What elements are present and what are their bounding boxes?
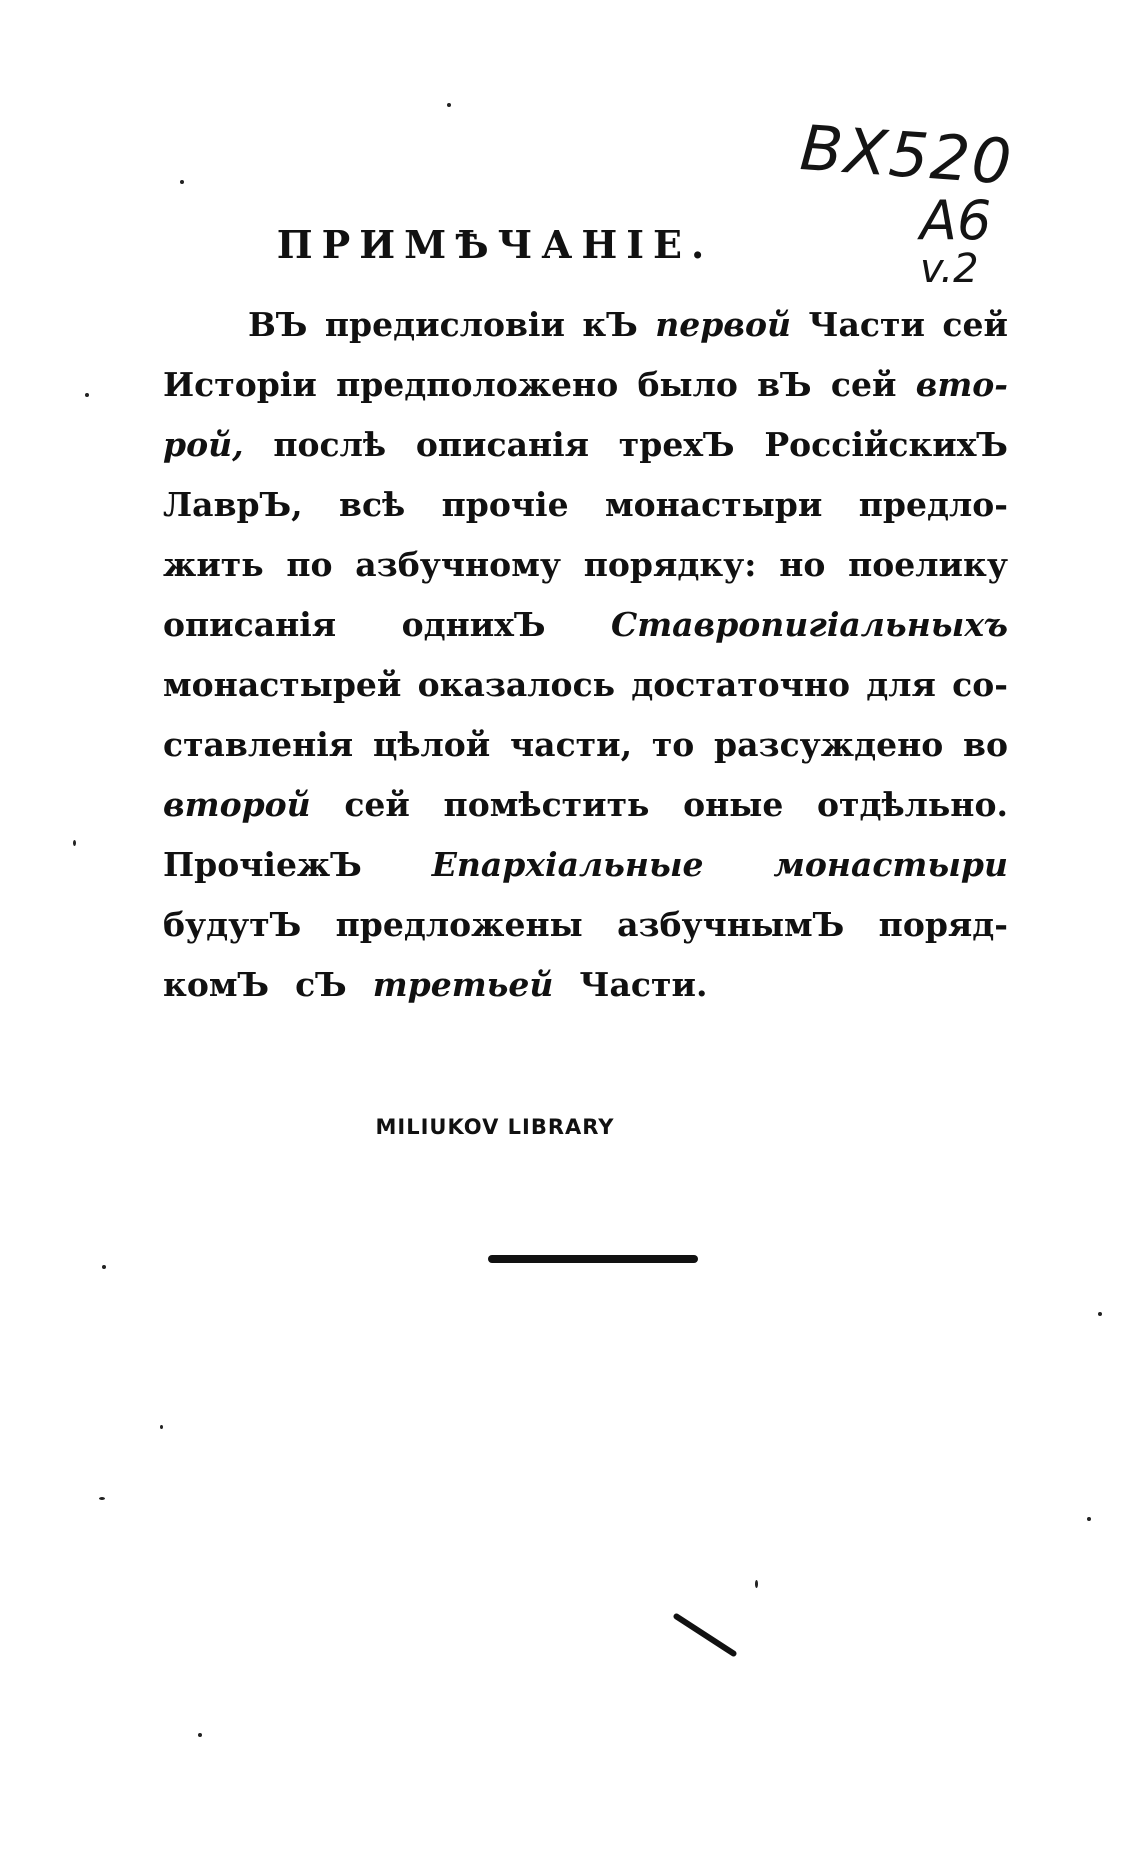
text-word: описанія [163, 605, 337, 644]
text-word: поелику [848, 545, 1008, 584]
text-word: поряд- [878, 905, 1008, 944]
call-number-line-2: A6 [920, 189, 992, 252]
text-line [163, 785, 1008, 845]
text-word: вЪ [757, 365, 812, 404]
text-word: Епархіальные [431, 845, 704, 884]
text-line [163, 365, 1008, 425]
text-word: ПрочіежЪ [163, 845, 362, 884]
text-word: азбучнымЪ [617, 905, 845, 944]
scan-speck [102, 1265, 106, 1269]
text-word: монастыри [773, 845, 1008, 884]
page-title: ПРИМѢЧАНІЕ. [276, 222, 714, 267]
text-word: сЪ [295, 965, 347, 1004]
text-word: Ставропигіальныхъ [610, 605, 1008, 644]
scan-speck [99, 1497, 105, 1500]
text-word: предисловіи [324, 305, 565, 344]
text-word: со- [952, 665, 1008, 704]
text-word: рой, [163, 425, 244, 464]
text-word: цѣлой [372, 725, 491, 764]
text-word: послѣ [273, 425, 387, 464]
text-word: разсуждено [714, 725, 944, 764]
text-word: третьей [372, 965, 554, 1004]
text-word: Части. [579, 965, 708, 1004]
text-word: всѣ [339, 485, 406, 524]
text-word: Исторіи [163, 365, 317, 404]
text-word: Части [808, 305, 925, 344]
text-word: жить [163, 545, 264, 584]
text-line [163, 485, 1008, 545]
scan-stroke-mark [672, 1612, 737, 1657]
text-word: монастыри [604, 485, 823, 524]
text-word: предло- [858, 485, 1008, 524]
text-word: азбучному [355, 545, 561, 584]
text-word: кЪ [582, 305, 638, 344]
text-line [163, 425, 1008, 485]
text-line [163, 545, 1008, 605]
text-word: ставленія [163, 725, 354, 764]
text-word: порядку: [583, 545, 757, 584]
text-word: предположено [336, 365, 619, 404]
text-word: помѣстить [443, 785, 650, 824]
text-line [163, 905, 1008, 965]
scan-speck [180, 180, 184, 184]
text-word: по [286, 545, 333, 584]
call-number-line-3: v.2 [920, 246, 979, 292]
text-word: сей [830, 365, 897, 404]
text-line [163, 725, 1008, 785]
scan-speck [85, 393, 89, 397]
text-word: монастырей [163, 665, 402, 704]
text-word: сей [344, 785, 410, 824]
text-word: сей [942, 305, 1008, 344]
text-word: отдѣльно. [816, 785, 1008, 824]
text-word: описанія [415, 425, 590, 464]
scan-speck [73, 840, 76, 846]
scan-speck [1087, 1517, 1091, 1521]
text-word: достаточно [631, 665, 851, 704]
scan-speck [1098, 1312, 1102, 1316]
text-word: но [779, 545, 826, 584]
text-line [163, 845, 1008, 905]
text-word: трехЪ [618, 425, 735, 464]
library-stamp: MILIUKOV LIBRARY [375, 1115, 615, 1139]
text-word: вто- [915, 365, 1008, 404]
text-word: оказалось [417, 665, 616, 704]
text-word: первой [655, 305, 791, 344]
text-word: однихЪ [401, 605, 546, 644]
text-word: комЪ [163, 965, 270, 1004]
scan-speck [198, 1733, 202, 1737]
text-line [163, 965, 1008, 1025]
text-word: части, [510, 725, 633, 764]
text-word: ВЪ [248, 305, 308, 344]
text-word: для [866, 665, 936, 704]
scan-speck [447, 103, 451, 107]
text-word: будутЪ [163, 905, 302, 944]
text-line [163, 665, 1008, 725]
note-body-text [163, 305, 1008, 1025]
text-word: было [637, 365, 738, 404]
text-word: второй [163, 785, 311, 824]
text-word: оные [683, 785, 784, 824]
scan-speck [755, 1580, 758, 1588]
call-number-line-1: BX520 [797, 111, 1016, 199]
scan-speck [160, 1425, 163, 1429]
text-word: во [963, 725, 1008, 764]
text-line [163, 305, 1008, 365]
decorative-rule [488, 1255, 698, 1263]
text-line [163, 605, 1008, 665]
text-word: прочіе [441, 485, 569, 524]
text-word: РоссійскихЪ [764, 425, 1008, 464]
text-word: ЛаврЪ, [163, 485, 303, 524]
text-word: то [651, 725, 695, 764]
text-word: предложены [335, 905, 583, 944]
